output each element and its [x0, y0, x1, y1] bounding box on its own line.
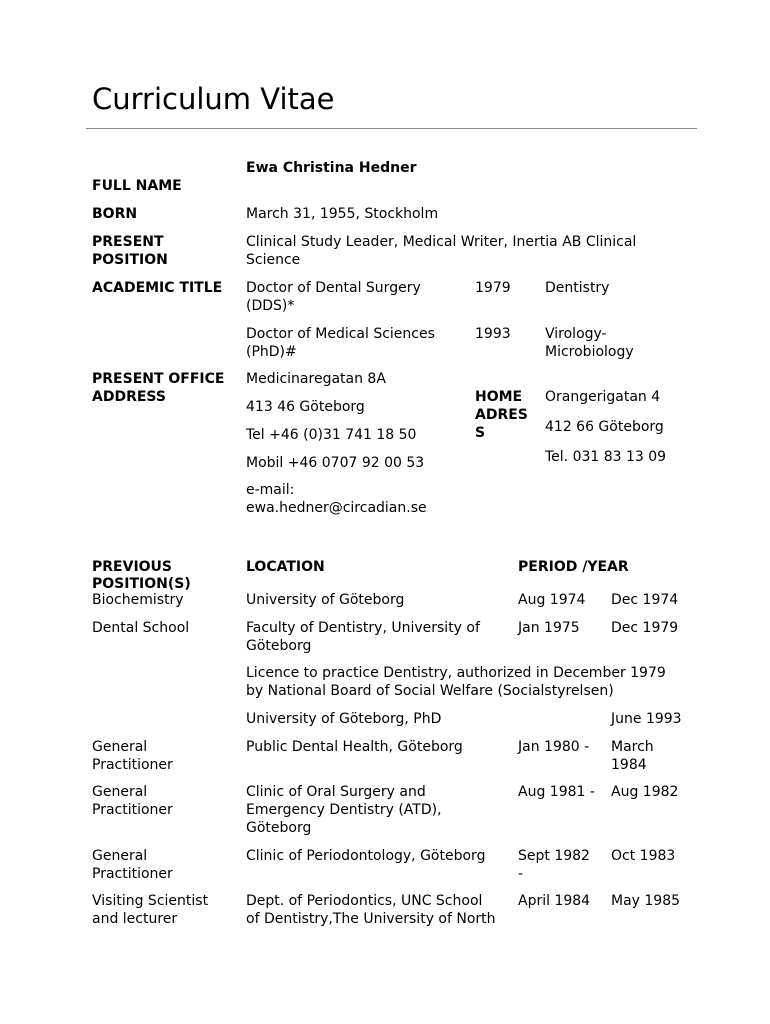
academic-year: 1993: [475, 326, 511, 342]
position-title: General: [92, 739, 148, 755]
position-to: June 1993: [611, 711, 682, 727]
present-position-label: PRESENT: [92, 234, 164, 250]
full-name-label: FULL NAME: [92, 178, 182, 194]
position-from: Jan 1980 -: [518, 739, 590, 755]
present-position-label: POSITION: [92, 252, 168, 268]
academic-degree: (PhD)#: [246, 344, 297, 360]
home-address-label: HOME: [475, 389, 523, 405]
office-street: Medicinaregatan 8A: [246, 371, 386, 387]
position-location: Faculty of Dentistry, University of: [246, 620, 480, 636]
previous-positions-header: PREVIOUS: [92, 559, 173, 575]
position-to: 1984: [611, 757, 647, 773]
full-name-value: Ewa Christina Hedner: [246, 160, 417, 176]
home-tel: Tel. 031 83 13 09: [545, 449, 667, 465]
position-from: -: [518, 866, 524, 882]
position-location: of Dentistry,The University of North: [246, 911, 496, 927]
position-title: Practitioner: [92, 802, 173, 818]
position-location: University of Göteborg: [246, 592, 405, 608]
position-to: Oct 1983: [611, 848, 676, 864]
home-address-label: S: [475, 425, 486, 441]
position-location: Public Dental Health, Göteborg: [246, 739, 463, 755]
born-value: March 31, 1955, Stockholm: [246, 206, 439, 222]
position-title: Biochemistry: [92, 592, 184, 608]
position-title: Dental School: [92, 620, 190, 636]
position-location: Clinic of Periodontology, Göteborg: [246, 848, 486, 864]
office-tel: Tel +46 (0)31 741 18 50: [246, 427, 417, 443]
office-email[interactable]: ewa.hedner@circadian.se: [246, 500, 427, 516]
position-location: Clinic of Oral Surgery and: [246, 784, 426, 800]
academic-degree: Doctor of Medical Sciences: [246, 326, 435, 342]
title-divider: [86, 128, 697, 129]
position-location: Göteborg: [246, 638, 312, 654]
position-title: General: [92, 784, 148, 800]
period-header: PERIOD /YEAR: [518, 559, 629, 575]
office-email-label: e-mail:: [246, 482, 295, 498]
position-location: Göteborg: [246, 820, 312, 836]
location-header: LOCATION: [246, 559, 325, 575]
licence-note: Licence to practice Dentistry, authorized in December 1979: [246, 665, 666, 681]
academic-degree: Doctor of Dental Surgery: [246, 280, 421, 296]
present-position-value: Clinical Study Leader, Medical Writer, Inertia AB Clinical: [246, 234, 637, 250]
position-location: University of Göteborg, PhD: [246, 711, 442, 727]
position-title: Practitioner: [92, 866, 173, 882]
home-street: Orangerigatan 4: [545, 389, 661, 405]
academic-field: Microbiology: [545, 344, 634, 360]
home-city: 412 66 Göteborg: [545, 419, 664, 435]
academic-degree: (DDS)*: [246, 298, 295, 314]
position-to: Dec 1979: [611, 620, 679, 636]
academic-field: Dentistry: [545, 280, 610, 296]
position-to: Aug 1982: [611, 784, 679, 800]
position-to: Dec 1974: [611, 592, 679, 608]
office-address-label: PRESENT OFFICE: [92, 371, 225, 387]
page-title: Curriculum Vitae: [92, 82, 335, 116]
home-address-label: ADRES: [475, 407, 528, 423]
born-label: BORN: [92, 206, 138, 222]
position-to: May 1985: [611, 893, 681, 909]
position-from: Sept 1982: [518, 848, 590, 864]
position-from: Aug 1981 -: [518, 784, 595, 800]
office-address-label: ADDRESS: [92, 389, 166, 405]
position-title: and lecturer: [92, 911, 178, 927]
present-position-value: Science: [246, 252, 301, 268]
previous-positions-header: POSITION(S): [92, 576, 191, 592]
position-title: Practitioner: [92, 757, 173, 773]
position-title: Visiting Scientist: [92, 893, 209, 909]
position-from: April 1984: [518, 893, 591, 909]
licence-note: by National Board of Social Welfare (Socialstyrelsen): [246, 683, 614, 699]
position-location: Emergency Dentistry (ATD),: [246, 802, 442, 818]
position-from: Aug 1974: [518, 592, 586, 608]
position-from: Jan 1975: [518, 620, 580, 636]
position-title: General: [92, 848, 148, 864]
position-location: Dept. of Periodontics, UNC School: [246, 893, 483, 909]
academic-title-label: ACADEMIC TITLE: [92, 280, 223, 296]
office-mobile: Mobil +46 0707 92 00 53: [246, 455, 425, 471]
academic-field: Virology-: [545, 326, 607, 342]
academic-year: 1979: [475, 280, 511, 296]
office-city: 413 46 Göteborg: [246, 399, 365, 415]
position-to: March: [611, 739, 654, 755]
